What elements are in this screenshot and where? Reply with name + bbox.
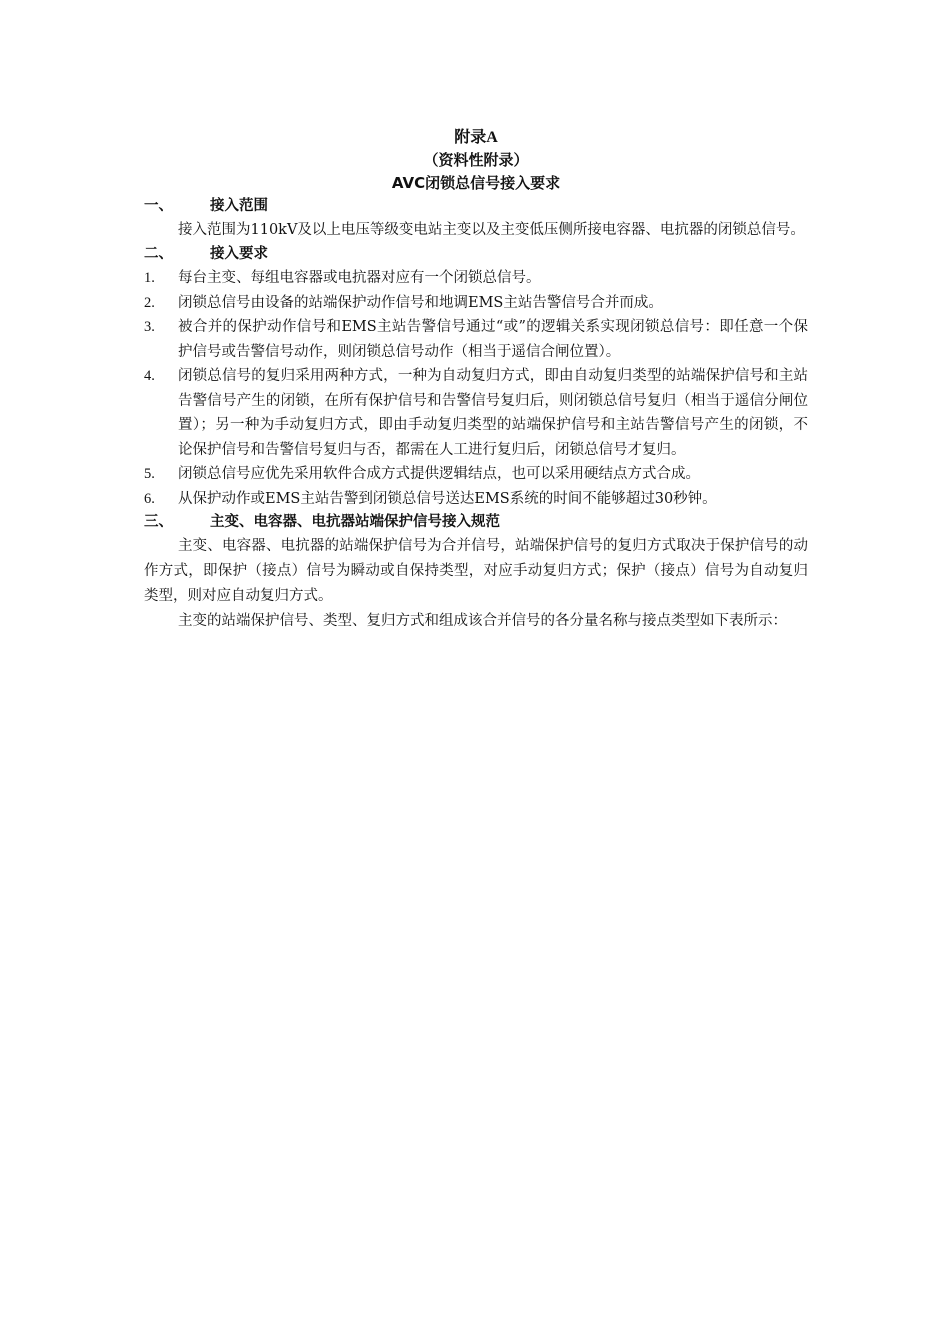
list-number: 4. xyxy=(144,368,155,384)
section-heading-requirements xyxy=(144,243,808,266)
list-item xyxy=(144,462,808,487)
document-page xyxy=(144,126,808,634)
list-text: 被合并的保护动作信号和EMS主站告警信号通过“或”的逻辑关系实现闭锁总信号：即任意一个保护信号或告警信号动作，则闭锁总信号动作（相当于遥信合闸位置）。 xyxy=(178,319,808,360)
list-number: 3. xyxy=(144,319,155,335)
list-number: 6. xyxy=(144,490,155,507)
list-item xyxy=(144,487,808,512)
requirements-list xyxy=(144,266,808,511)
list-text: 从保护动作或EMS主站告警到闭锁总信号送达EMS系统的时间不能够超过30秒钟。 xyxy=(178,490,717,507)
list-item xyxy=(144,315,808,364)
section-title: 接入范围 xyxy=(210,198,268,214)
appendix-title: 附录A xyxy=(454,129,498,146)
signal-spec-paragraph: 主变、电容器、电抗器的站端保护信号为合并信号，站端保护信号的复归方式取决于保护信号的动作方式，即保护（接点）信号为瞬动或自保持类型，对应手动复归方式；保护（接点）信号为自动复归类型，则对应自动复归方式。 xyxy=(144,538,808,604)
section-number: 三、 xyxy=(144,514,173,530)
list-number: 2. xyxy=(144,294,155,311)
list-item xyxy=(144,266,808,291)
list-item xyxy=(144,291,808,316)
section-number: 二、 xyxy=(144,246,173,262)
table-intro-paragraph: 主变的站端保护信号、类型、复归方式和组成该合并信号的各分量名称与接点类型如下表所示： xyxy=(178,613,787,629)
list-text: 闭锁总信号的复归采用两种方式，一种为自动复归方式，即由自动复归类型的站端保护信号和主站告警信号产生的闭锁，在所有保护信号和告警信号复归后，则闭锁总信号复归（相当于遥信分闸位置）；另一种为手动复归方式，即由手动复归类型的站端保护信号和主站告警信号产生的闭锁，不论保护信号和告警信号复归与否，都需在人工进行复归后，闭锁总信号才复归。 xyxy=(178,368,808,458)
appendix-heading: AVC闭锁总信号接入要求 xyxy=(391,174,561,192)
list-item xyxy=(144,364,808,462)
section-heading-signal-spec xyxy=(144,511,808,534)
section-title: 接入要求 xyxy=(210,246,268,262)
scope-paragraph: 接入范围为110kV及以上电压等级变电站主变以及主变低压侧所接电容器、电抗器的闭锁总信号。 xyxy=(178,222,805,238)
section-heading-scope xyxy=(144,195,808,218)
list-text: 每台主变、每组电容器或电抗器对应有一个闭锁总信号。 xyxy=(178,270,541,286)
list-number: 5. xyxy=(144,466,155,482)
list-number: 1. xyxy=(144,270,155,286)
appendix-subtitle: （资料性附录） xyxy=(423,151,529,169)
section-number: 一、 xyxy=(144,198,173,214)
section-title: 主变、电容器、电抗器站端保护信号接入规范 xyxy=(210,514,500,530)
list-text: 闭锁总信号由设备的站端保护动作信号和地调EMS主站告警信号合并而成。 xyxy=(178,294,663,311)
list-text: 闭锁总信号应优先采用软件合成方式提供逻辑结点，也可以采用硬结点方式合成。 xyxy=(178,466,700,482)
